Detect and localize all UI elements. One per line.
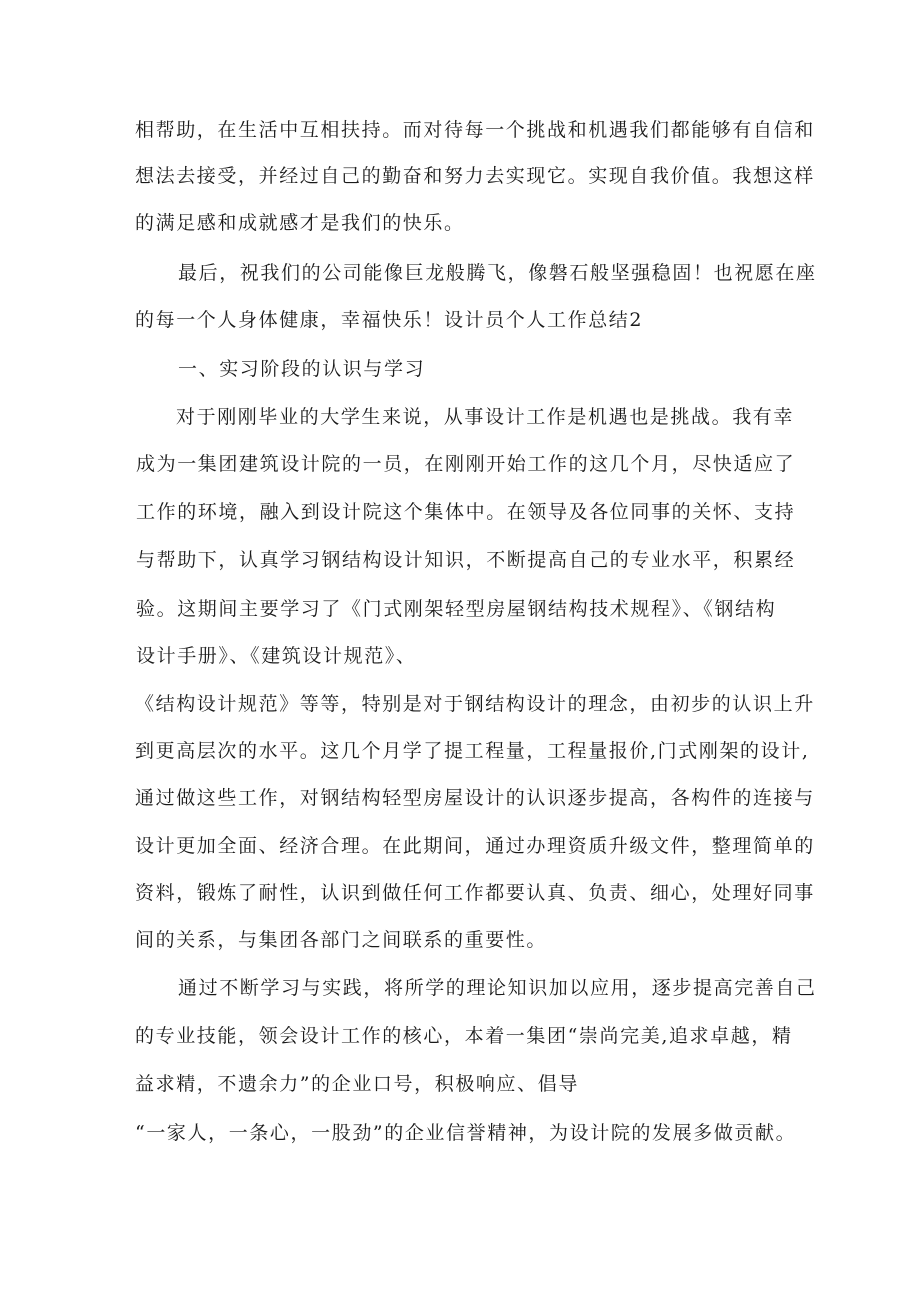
text-line: 的每一个人身体健康，幸福快乐！设计员个人工作总结2 — [135, 309, 644, 331]
text-line: 相帮助，在生活中互相扶持。而对待每一个挑战和机遇我们都能够有自信和 — [135, 119, 815, 141]
text-line: 通过做这些工作，对钢结构轻型房屋设计的认识逐步提高，各构件的连接与 — [135, 787, 815, 809]
text-line: 成为一集团建筑设计院的一员，在刚刚开始工作的这几个月，尽快适应了 — [136, 453, 796, 475]
text-line: 通过不断学习与实践，将所学的理论知识加以应用，逐步提高完善自己 — [178, 977, 817, 999]
text-line: 设计更加全面、经济合理。在此期间，通过办理资质升级文件，整理简单的 — [135, 835, 815, 857]
text-line: “一家人，一条心，一股劲”的企业信誉精神，为设计院的发展多做贡献。 — [135, 1122, 797, 1144]
text-line: 对于刚刚毕业的大学生来说，从事设计工作是机遇也是挑战。我有幸 — [176, 406, 795, 428]
text-line: 到更高层次的水平。这几个月学了提工程量，工程量报价,门式刚架的设计, — [135, 740, 810, 762]
text-line: 最后，祝我们的公司能像巨龙般腾飞，像磐石般坚强稳固！也祝愿在座 — [178, 262, 817, 284]
text-line: 验。这期间主要学习了《门式刚架轻型房屋钢结构技术规程》、《钢结构 — [136, 598, 777, 620]
text-line: 益求精，不遗余力”的企业口号，积极响应、倡导 — [135, 1073, 579, 1095]
section-heading: 一、实习阶段的认识与学习 — [178, 358, 426, 380]
text-line: 《结构设计规范》等等，特别是对于钢结构设计的理念，由初步的认识上升 — [135, 693, 815, 715]
text-line: 工作的环境，融入到设计院这个集体中。在领导及各位同事的关怀、支持 — [136, 501, 796, 523]
text-line: 的专业技能，领会设计工作的核心，本着一集团“崇尚完美,追求卓越，精 — [135, 1025, 793, 1047]
text-line: 间的关系，与集团各部门之间联系的重要性。 — [135, 929, 548, 951]
text-line: 与帮助下，认真学习钢结构设计知识，不断提高自己的专业水平，积累经 — [136, 549, 796, 571]
text-line: 设计手册》、《建筑设计规范》、 — [136, 645, 417, 667]
text-line: 的满足感和成就感才是我们的快乐。 — [135, 212, 465, 234]
text-line: 想法去接受，并经过自己的勤奋和努力去实现它。实现自我价值。我想这样 — [135, 165, 815, 187]
text-line: 资料，锻炼了耐性，认识到做任何工作都要认真、负责、细心，处理好同事 — [135, 882, 815, 904]
